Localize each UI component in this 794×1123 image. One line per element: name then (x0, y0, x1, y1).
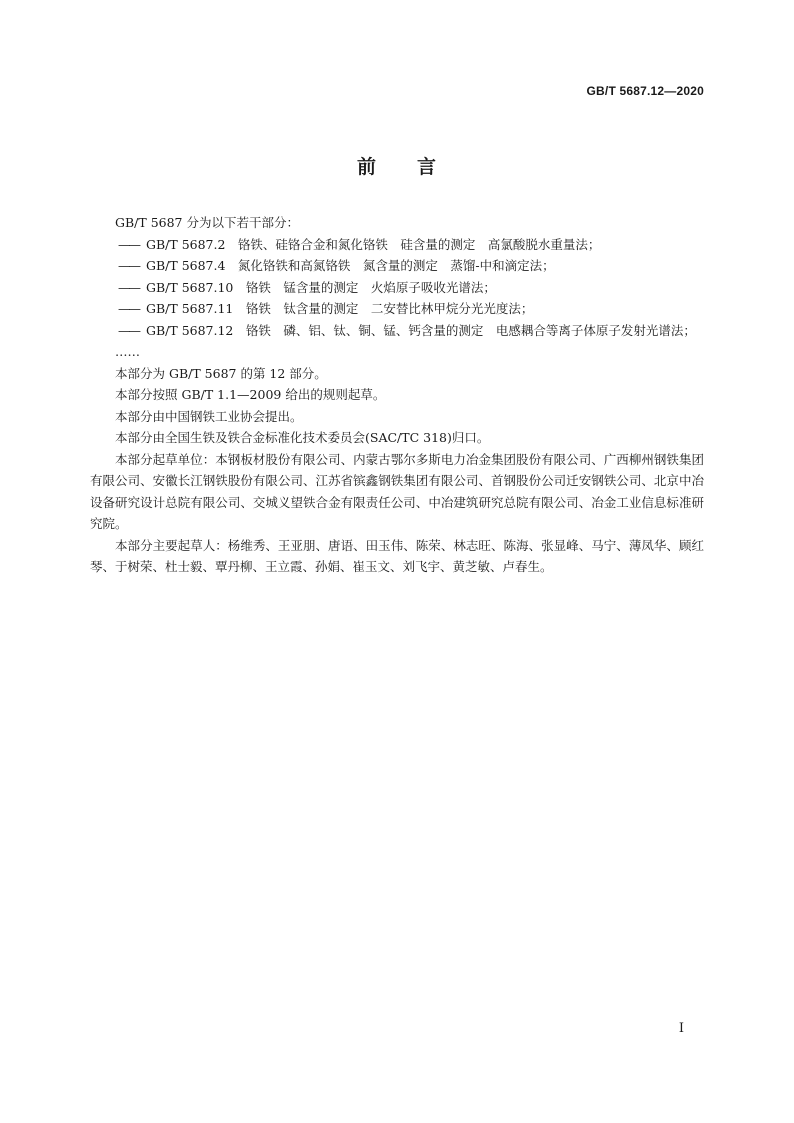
drafting-units-paragraph: 本部分起草单位：本钢板材股份有限公司、内蒙古鄂尔多斯电力冶金集团股份有限公司、广西柳州钢铁集团有限公司、安徽长江钢铁股份有限公司、江苏省镔鑫钢铁集团有限公司、首钢股份公司迁安钢铁公司、北京中冶设备研究设计总院有限公司、交城义望铁合金有限责任公司、中冶建筑研究总院有限公司、冶金工业信息标准研究院。 (90, 451, 704, 531)
title-char-2: 言 (417, 156, 438, 178)
list-dash: —— (118, 236, 139, 252)
drafting-rules-paragraph: 本部分按照 GB/T 1.1—2009 给出的规则起草。 (115, 387, 386, 402)
title-char-1: 前 (356, 156, 377, 178)
list-dash: —— (118, 322, 139, 338)
part-list-item (90, 298, 704, 320)
proposer-paragraph: 本部分由中国钢铁工业协会提出。 (115, 408, 303, 424)
part-list-text: GB/T 5687.2 铬铁、硅铬合金和氮化铬铁 硅含量的测定 高氯酸脱水重量法； (146, 236, 601, 252)
page-number: I (678, 1021, 684, 1036)
part-list-text: GB/T 5687.11 铬铁 钛含量的测定 二安替比林甲烷分光光度法； (146, 301, 534, 316)
list-dash: —— (118, 258, 139, 273)
part-list-text: GB/T 5687.10 铬铁 锰含量的测定 火焰原子吸收光谱法； (146, 279, 496, 295)
list-dash: —— (118, 279, 139, 295)
part-list-item (90, 320, 704, 342)
standard-code: GB/T 5687.12—2020 (586, 84, 704, 98)
committee-paragraph: 本部分由全国生铁及铁合金标准化技术委员会(SAC/TC 318)归口。 (115, 430, 490, 445)
part-list-item (90, 277, 704, 299)
part-list-text: GB/T 5687.12 铬铁 磷、铝、钛、铜、锰、钙含量的测定 电感耦合等离子体原子发射光谱法； (146, 322, 696, 338)
foreword-body (90, 212, 704, 578)
part-list-item (90, 255, 704, 277)
intro-paragraph: GB/T 5687 分为以下若干部分： (115, 215, 299, 230)
drafters-paragraph: 本部分主要起草人：杨维秀、王亚朋、唐语、田玉伟、陈荣、林志旺、陈海、张显峰、马宁、薄凤华、顾红琴、于树荣、杜士毅、覃丹柳、王立霞、孙娟、崔玉文、刘飞宇、黄芝敏、卢春生。 (90, 537, 704, 574)
part-list-text: GB/T 5687.4 氮化铬铁和高氮铬铁 氮含量的测定 蒸馏-中和滴定法； (146, 258, 555, 273)
part-list-item (90, 234, 704, 256)
page-title (0, 152, 794, 179)
ellipsis: …… (115, 344, 140, 359)
part-number-paragraph: 本部分为 GB/T 5687 的第 12 部分。 (115, 365, 327, 381)
list-dash: —— (118, 301, 139, 316)
